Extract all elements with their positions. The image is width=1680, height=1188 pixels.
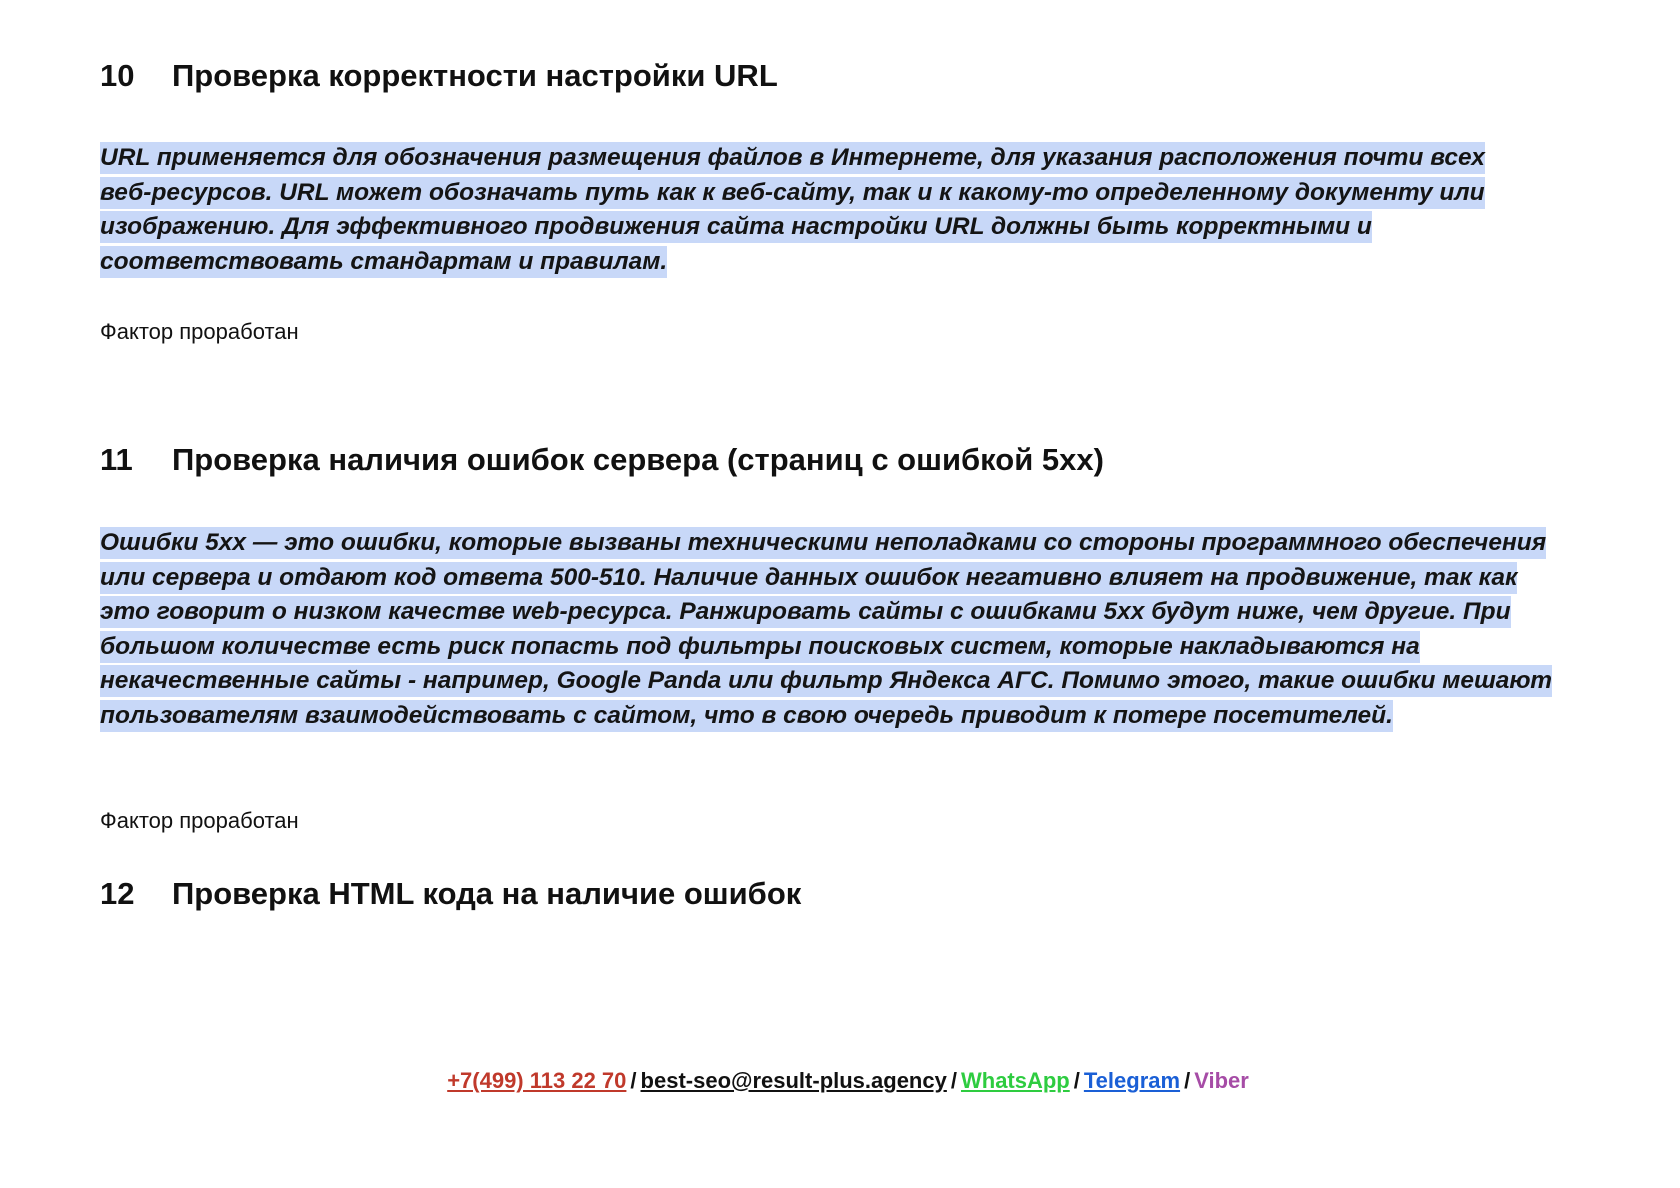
section-number: 10 xyxy=(100,58,135,93)
highlighted-text: URL применяется для обозначения размещения файлов в Интернете, для указания расположения почти всех веб-ресурсов. URL может обозначать путь как к веб-сайту, так и к какому-то определенному документу или изображению. Для эффективного продвижения сайта настройки URL должны быть корректными и соответствовать стандартам и правилам. xyxy=(100,142,1485,278)
section-number: 12 xyxy=(100,876,135,911)
separator: / xyxy=(1184,1068,1191,1093)
section-status-10: Фактор проработан xyxy=(100,319,299,344)
section-title: Проверка HTML кода на наличие ошибок xyxy=(172,876,802,911)
footer-contacts xyxy=(0,1067,1680,1095)
separator: / xyxy=(630,1068,637,1093)
section-status-11: Фактор проработан xyxy=(100,808,299,833)
section-title: Проверка корректности настройки URL xyxy=(172,58,778,93)
telegram-link[interactable]: Telegram xyxy=(1083,1068,1181,1093)
separator: / xyxy=(950,1068,957,1093)
email-link[interactable]: best-seo@result-plus.agency xyxy=(640,1068,947,1093)
section-heading-11 xyxy=(100,441,1104,479)
section-number: 11 xyxy=(100,442,133,477)
phone-link[interactable]: +7(499) 113 22 70 xyxy=(447,1068,627,1093)
section-description-11 xyxy=(100,526,1570,734)
section-description-10 xyxy=(100,141,1540,279)
highlighted-text: Ошибки 5xx — это ошибки, которые вызваны техническими неполадками со стороны программного обеспечения или сервера и отдают код ответа 500-510. Наличие данных ошибок негативно влияет на продвижение, так как это говорит о низком качестве web-ресурса. Ранжировать сайты с ошибками 5xx будут ниже, чем другие. При большом количестве есть риск попасть под фильтры поисковых систем, которые накладываются на некачественные сайты - например, Google Panda или фильтр Яндекса АГС. Помимо этого, такие ошибки мешают пользователям взаимодействовать с сайтом, что в свою очередь приводит к потере посетителей. xyxy=(100,527,1552,732)
section-heading-12 xyxy=(100,875,801,913)
separator: / xyxy=(1073,1068,1080,1093)
whatsapp-link[interactable]: WhatsApp xyxy=(960,1068,1070,1093)
viber-link[interactable]: Viber xyxy=(1194,1068,1249,1093)
section-heading-10 xyxy=(100,57,778,95)
section-title: Проверка наличия ошибок сервера (страниц с ошибкой 5xx) xyxy=(172,442,1104,477)
